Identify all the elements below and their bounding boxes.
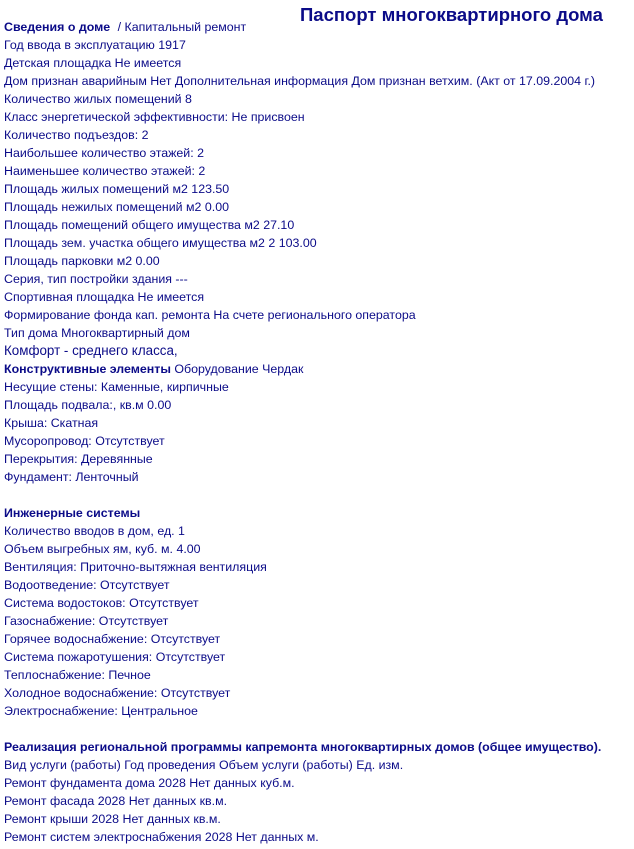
engineering-item: Система водостоков: Отсутствует (4, 596, 199, 610)
engineering-list (4, 522, 630, 720)
engineering-item: Газоснабжение: Отсутствует (4, 614, 169, 628)
constructive-item: Крыша: Скатная (4, 416, 99, 430)
constructive-item: Мусоропровод: Отсутствует (4, 434, 165, 448)
section-header-house (4, 18, 630, 36)
spacer (4, 486, 630, 504)
program-header-line: Вид услуги (работы) Год проведения Объем услуги (работы) Ед. изм. (4, 758, 404, 772)
engineering-item: Электроснабжение: Центральное (4, 704, 198, 718)
program-item: Ремонт фасада 2028 Нет данных кв.м. (4, 794, 228, 808)
program-item: Ремонт крыши 2028 Нет данных кв.м. (4, 812, 221, 826)
constructive-item: Несущие стены: Каменные, кирпичные (4, 380, 229, 394)
house-info-item: Наибольшее количество этажей: 2 (4, 146, 205, 160)
section-title-engineering: Инженерные системы (4, 506, 141, 520)
engineering-item: Водоотведение: Отсутствует (4, 578, 170, 592)
house-info-item: Площадь помещений общего имущества м2 27.10 (4, 218, 295, 232)
constructive-list (4, 378, 630, 486)
engineering-item: Вентиляция: Приточно-вытяжная вентиляция (4, 560, 267, 574)
house-info-item: Тип дома Многоквартирный дом (4, 326, 190, 340)
program-list (4, 774, 630, 846)
house-info-item: Дом признан аварийным Нет Дополнительная информация Дом признан ветхим. (Акт от 17.09.2004 г.) (4, 74, 596, 88)
comfort-class: Комфорт - среднего класса, (4, 343, 178, 358)
spacer (4, 720, 630, 738)
house-info-item: Спортивная площадка Не имеется (4, 290, 205, 304)
engineering-item: Система пожаротушения: Отсутствует (4, 650, 226, 664)
program-item: Ремонт систем электроснабжения 2028 Нет данных м. (4, 830, 319, 844)
house-info-item: Серия, тип постройки здания --- (4, 272, 188, 286)
section-title-program: Реализация региональной программы капремонта многоквартирных домов (общее имущество). (4, 740, 602, 754)
content (4, 18, 630, 846)
capital-repair-link[interactable]: Капитальный ремонт (124, 20, 247, 34)
program-item: Ремонт фундамента дома 2028 Нет данных куб.м. (4, 776, 295, 790)
section-header-constructive (4, 360, 630, 378)
house-info-item: Площадь жилых помещений м2 123.50 (4, 182, 230, 196)
page-title: Паспорт многоквартирного дома (300, 4, 603, 25)
engineering-item: Горячее водоснабжение: Отсутствует (4, 632, 221, 646)
house-info-list (4, 36, 630, 342)
house-info-item: Площадь парковки м2 0.00 (4, 254, 160, 268)
constructive-item: Площадь подвала:, кв.м 0.00 (4, 398, 172, 412)
house-info-item: Класс энергетической эффективности: Не присвоен (4, 110, 305, 124)
crumb-separator: / (117, 20, 122, 34)
house-info-item: Площадь зем. участка общего имущества м2 2 103.00 (4, 236, 317, 250)
house-info-item: Год ввода в эксплуатацию 1917 (4, 38, 186, 52)
constructive-item: Перекрытия: Деревянные (4, 452, 153, 466)
house-info-item: Количество жилых помещений 8 (4, 92, 192, 106)
section-title-house: Сведения о доме (4, 20, 111, 34)
engineering-item: Объем выгребных ям, куб. м. 4.00 (4, 542, 201, 556)
house-info-item: Наименьшее количество этажей: 2 (4, 164, 206, 178)
engineering-item: Теплоснабжение: Печное (4, 668, 151, 682)
house-info-item: Формирование фонда кап. ремонта На счете регионального оператора (4, 308, 416, 322)
engineering-item: Количество вводов в дом, ед. 1 (4, 524, 185, 538)
constructive-item: Фундамент: Ленточный (4, 470, 139, 484)
section-title-constructive: Конструктивные элементы (4, 362, 171, 376)
constructive-suffix: Оборудование Чердак (174, 362, 304, 376)
house-info-item: Площадь нежилых помещений м2 0.00 (4, 200, 230, 214)
house-info-item: Количество подъездов: 2 (4, 128, 149, 142)
engineering-item: Холодное водоснабжение: Отсутствует (4, 686, 231, 700)
house-info-item: Детская площадка Не имеется (4, 56, 182, 70)
